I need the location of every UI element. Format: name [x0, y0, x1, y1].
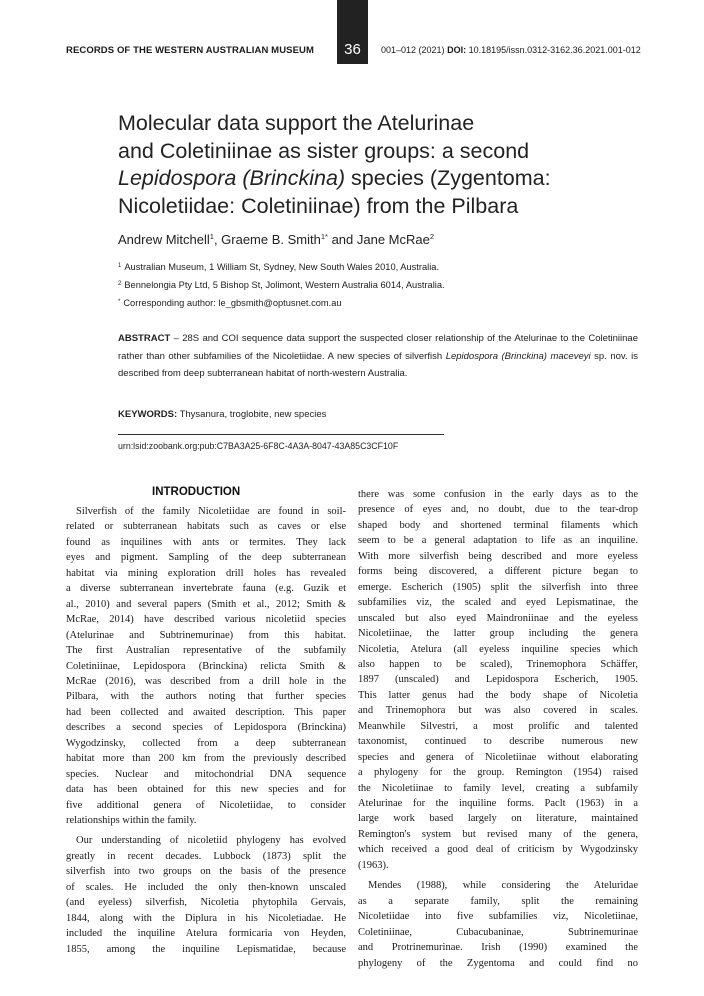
body-text-line: related or subterranean habitats such as caves or else: [66, 521, 346, 533]
corr-marker: *: [118, 299, 121, 305]
body-text-line: phylogeny of the Zygentoma and could find no: [358, 957, 638, 969]
volume-tab: [337, 0, 368, 64]
affil-2-text: Bennelongia Pty Ltd, 5 Bishop St, Jolimont, Western Australia 6014, Australia.: [124, 280, 445, 290]
body-text-line: This latter genus had the body shape of Nicoletia: [358, 689, 638, 701]
body-text-line: emerge. Escherich (1905) split the silverfish into three: [358, 581, 638, 593]
body-text-line: 1844, along with the Diplura in his Nicoletiadae. He: [66, 912, 346, 924]
body-text-line: species and genera of Nicoletiinae without elaborating: [358, 751, 638, 763]
body-text-line: a diverse subterranean invertebrate fauna (e.g. Guzik et: [66, 583, 346, 595]
title-line-4: Nicoletiidae: Coletiniinae) from the Pilbara: [118, 193, 519, 218]
body-text-line: With more silverfish being described and more eyeless: [358, 550, 638, 562]
corr-text[interactable]: Corresponding author: le_gbsmith@optusnet.com.au: [123, 298, 342, 308]
body-text-line: of scales. He included the only then-known unscaled: [66, 881, 346, 893]
volume-number: 36: [344, 41, 361, 58]
body-text-line: Nicoletia, Atelura (all eyeless inquiline species which: [358, 643, 638, 655]
body-text-line: The first Australian representative of the subfamily: [66, 645, 346, 657]
abstract-text-a: – 28S and COI sequence data support the suspected closer relationship of the Atelurinae to the Coletiniinae rather than other subfamilies of the Nicoletiidae. A new species of silverfish: [118, 333, 638, 362]
doi-label: DOI:: [447, 45, 467, 55]
title-line-1: Molecular data support the Atelurinae: [118, 111, 475, 135]
journal-name: RECORDS OF THE WESTERN AUSTRALIAN MUSEUM: [66, 45, 315, 56]
body-text-line: data has been obtained for this new species and for: [66, 784, 346, 796]
body-text-line: which received a good deal of criticism by Wygodzinsky: [358, 844, 638, 856]
title-line-3: [118, 165, 638, 193]
body-text-line: eyes and pigment. Sampling of the deep subterranean: [66, 552, 346, 564]
body-text-line: unscaled but also eyed Maindroniinae and the eyeless: [358, 612, 638, 624]
affil-2-marker: 2: [118, 281, 122, 287]
pages-year: 001–012 (2021): [381, 45, 445, 55]
body-text-line: Wygodzinsky, collected from a deep subterranean: [66, 737, 346, 749]
author-list: [118, 232, 434, 247]
body-text-line: (1963).: [358, 859, 389, 871]
body-text-line: 1897 (unscaled) and Lepidospora Escherich, 1905.: [358, 674, 638, 686]
body-text-line: Silverfish of the family Nicoletiidae are found in soil-: [76, 506, 346, 517]
body-text-line: habitat via mining exploration drill holes has revealed: [66, 567, 346, 579]
author-3-affil: 2: [429, 232, 435, 241]
body-text-line: Nicoletiidae into five subfamilies viz, Nicoletiinae,: [358, 911, 638, 923]
body-text-line: describes a second species of Lepidospora (Brinckina): [66, 722, 346, 734]
body-text-line: large work based largely on literature, maintained: [358, 813, 638, 825]
body-text-line: Nicoletiinae, the latter group including the genera: [358, 628, 638, 640]
author-1-affil: 1: [209, 232, 214, 241]
body-text-line: McRae, 2014) have described various nicoletiid species: [66, 614, 346, 626]
body-text-line: there was some confusion in the early days as to the: [358, 489, 638, 500]
title-genus: Lepidospora (Brinckina): [118, 166, 346, 190]
body-text-line: forms being discovered, a different picture began to: [358, 566, 638, 578]
affil-1-text: Australian Museum, 1 William St, Sydney, New South Wales 2010, Australia.: [124, 262, 440, 272]
body-text-line: relationships within the family.: [66, 815, 197, 826]
body-text-line: Mendes (1988), while considering the Ateluridae: [368, 880, 638, 892]
author-3: and Jane McRae: [327, 232, 430, 247]
body-text-line: Pilbara, with the authors noting that further species: [66, 691, 346, 703]
affil-1-marker: 1: [118, 263, 122, 269]
body-text-line: taxonomist, continued to describe numerous new: [358, 736, 638, 748]
article-title: [118, 110, 638, 220]
affiliation-1: [118, 262, 439, 272]
body-text-line: silverfish into two groups on the basis of the presence: [66, 866, 346, 878]
body-text-line: (and eyeless) silverfish, Nicoletia phytophila Gervais,: [66, 897, 346, 909]
body-text-line: greatly in recent decades. Lubbock (1873) split the: [66, 850, 346, 862]
body-text-line: Meanwhile Silvestri, a most prolific and talented: [358, 720, 638, 732]
author-2-affil: 1*: [320, 232, 328, 241]
body-text-line: shaped body and shortened terminal filaments which: [358, 519, 638, 531]
abstract-text-b: sp. nov. is described from deep subterranean habitat of north-western Australia.: [118, 350, 639, 379]
body-text-line: found as inquilines with ants or termites. They lack: [66, 536, 346, 548]
body-text-line: also happen to be scaled), Trinemophora Schäffer,: [358, 658, 638, 670]
citation-doi: [381, 45, 641, 55]
divider: [118, 434, 444, 435]
author-2: , Graeme B. Smith: [213, 232, 321, 247]
body-text-line: had been collected and awaited description. This paper: [66, 706, 346, 718]
title-line-2: and Coletiniinae as sister groups: a second: [118, 138, 530, 163]
zoobank-urn[interactable]: urn:lsid:zoobank.org:pub:C7BA3A25-6F8C-4A3A-8047-43A85C3CF10F: [118, 441, 399, 451]
body-text-line: Remington's system but revised many of the genera,: [358, 828, 638, 840]
body-text-line: included the inquiline Atelura formicaria von Heyden,: [66, 928, 346, 940]
body-text-line: habitat more than 200 km from the previously described: [66, 753, 346, 765]
body-text-line: a phylogeny for the group. Remington (1954) raised: [358, 767, 638, 779]
abstract-label: ABSTRACT: [118, 333, 171, 344]
body-text-line: al., 2010) and several papers (Smith et al., 2012; Smith &: [66, 598, 346, 610]
body-text-line: Our understanding of nicoletiid phylogeny has evolved: [76, 835, 346, 847]
body-text-line: the Nicoletiinae to family level, creating a subfamily: [358, 782, 638, 794]
title-line-3-rest: species (Zygentoma:: [345, 166, 551, 190]
abstract-species: Lepidospora (Brinckina) maceveyi: [445, 350, 591, 362]
body-text-line: subfamilies viz, the scaled and eyed Lepismatinae, the: [358, 597, 638, 609]
body-text-line: five additional genera of Nicoletiidae, to consider: [66, 799, 346, 811]
author-1: Andrew Mitchell: [118, 232, 210, 247]
body-text-line: seem to be a general adaptation to life as an inquiline.: [358, 535, 638, 547]
body-text-line: and Trinemophora but was also covered in scales.: [358, 705, 638, 717]
keywords-label: KEYWORDS:: [118, 409, 178, 420]
body-text-line: McRae (2016), was described from a drill hole in the: [66, 675, 346, 687]
section-heading-introduction: INTRODUCTION: [152, 486, 241, 498]
abstract: [118, 330, 638, 383]
body-text-line: Coletiniinae, Cubacubaninae, Subtrinemurinae: [358, 926, 638, 938]
body-text-line: and Protrinemurinae. Irish (1990) examined the: [358, 942, 638, 954]
body-text-line: as a separate family, split the remaining: [358, 895, 638, 907]
keywords-text: Thysanura, troglobite, new species: [177, 409, 327, 420]
doi-link[interactable]: 10.18195/issn.0312-3162.36.2021.001-012: [468, 45, 641, 55]
body-text-line: 1855, among the inquiline Lepismatidae, because: [66, 943, 346, 955]
corresponding-author: [118, 298, 342, 308]
body-text-line: Atelurinae for the inquiline forms. Paclt (1963) in a: [358, 798, 638, 809]
body-text-line: species. Nuclear and mitochondrial DNA sequence: [66, 768, 346, 780]
keywords: [118, 409, 326, 420]
affiliation-2: [118, 280, 445, 290]
body-text-line: presence of eyes and, no doubt, due to the tear-drop: [358, 504, 638, 516]
body-text-line: Coletiniinae, Lepidospora (Brinckina) relicta Smith &: [66, 660, 346, 672]
body-text-line: (Atelurinae and Subtrinemurinae) from this habitat.: [66, 629, 346, 641]
